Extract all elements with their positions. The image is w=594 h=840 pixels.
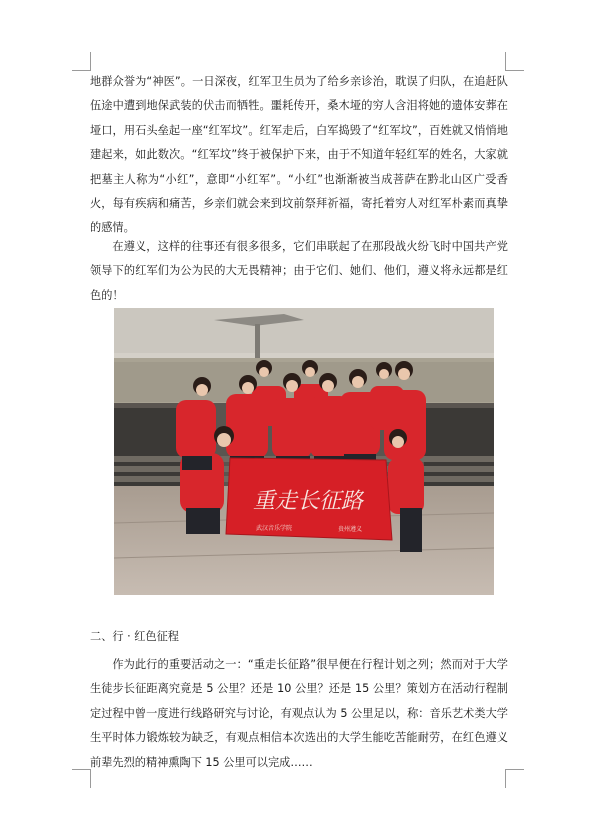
banner-subtext-left: 武汉音乐学院: [255, 525, 293, 532]
crop-mark-top-right: [505, 52, 524, 71]
group-photo: [114, 308, 494, 595]
paragraph-block-1: [90, 70, 508, 241]
paragraph-red-army-grave: 地群众誉为“神医”。一日深夜，红军卫生员为了给乡亲诊治，耽误了归队，在追赶队伍途中遭到地保武装的伏击而牺牲。噩耗传开，桑木垭的穷人含泪将她的遗体安葬在垭口，用石头垒起一座“红军坟”。红军走后，白军捣毁了“红军坟”，百姓就又悄悄地建起来，如此数次。“红军坟”终于被保护下来，由于不知道年轻红军的姓名，大家就把墓主人称为“小红”，意即“小红军”。“小红”也渐渐被当成菩萨在黔北山区广受香火，每有疾病和痛苦，乡亲们就会来到坟前祭拜祈福，寄托着穷人对红军朴素而真挚的感情。: [90, 75, 508, 235]
banner: [226, 458, 392, 540]
paragraph-zunyi-red: 在遵义，这样的往事还有很多很多，它们串联起了在那段战火纷飞时中国共产党领导下的红军们为公为民的大无畏精神；由于它们、她们、他们，遵义将永远都是红色的！: [90, 240, 508, 302]
paragraph-block-2: [90, 235, 508, 308]
section-heading: 二、行 · 红色征程: [90, 630, 179, 643]
crop-mark-top-left: [72, 52, 91, 71]
banner-subtext-right: 贵州遵义: [337, 526, 363, 533]
paragraph-block-3: [90, 653, 508, 775]
crop-mark-bottom-left: [72, 769, 91, 788]
banner-text: 重走长征路: [252, 489, 364, 514]
paragraph-long-march-walk: 作为此行的重要活动之一：“重走长征路”很早便在行程计划之列；然而对于大学生徒步长征距离究竟是 5 公里？还是 10 公里？还是 15 公里？策划方在活动行程制定过程中曾一度进行线路研究与讨论，有观点认为 5 公里足以，称：音乐艺术类大学生平时体力锻炼较为缺乏，有观点相信本次选出的大学生能吃苦能耐劳，在红色遵义前辈先烈的精神熏陶下 15 公里可以完成……: [90, 658, 508, 769]
group-photo-image: [114, 308, 494, 595]
